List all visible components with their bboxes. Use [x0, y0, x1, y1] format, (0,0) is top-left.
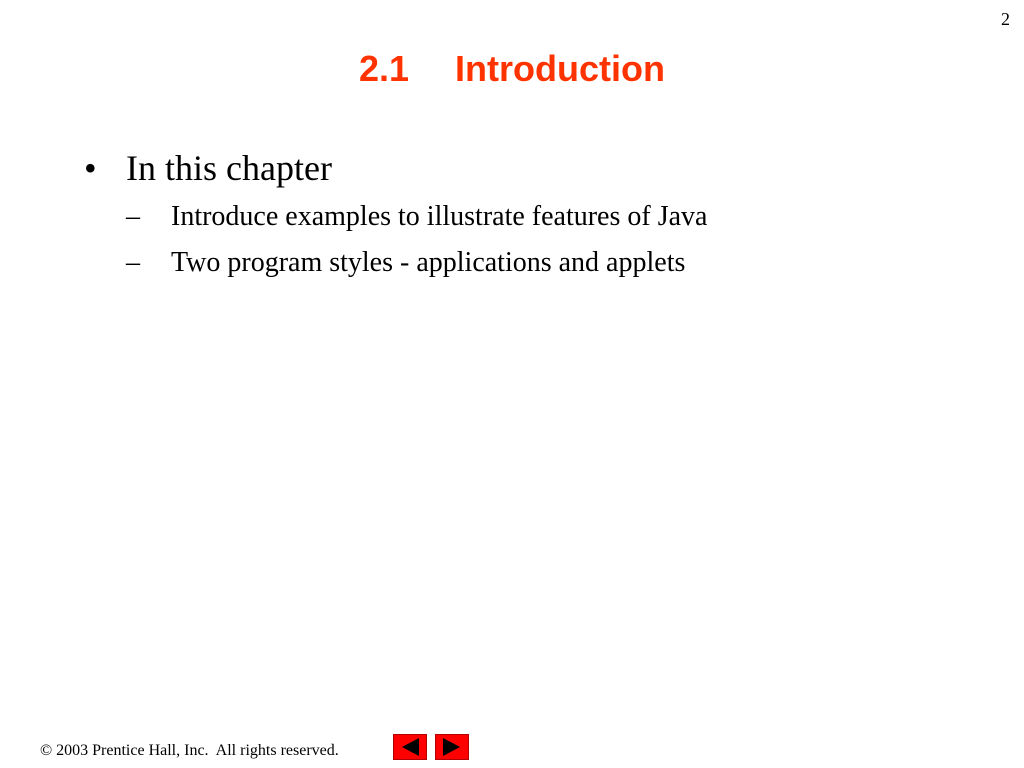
previous-slide-button[interactable]	[393, 734, 427, 760]
bullet-item	[84, 146, 707, 286]
title-number: 2.1	[359, 48, 410, 89]
slide-title	[0, 46, 1024, 92]
sub-bullet-item	[126, 240, 707, 286]
dash-icon: –	[126, 201, 140, 232]
arrow-right-icon	[436, 735, 468, 759]
arrow-left-icon	[394, 735, 426, 759]
sub-bullet-text: Two program styles - applications and applets	[171, 247, 686, 278]
bullet-icon: •	[84, 148, 97, 188]
slide-navigation	[393, 734, 469, 760]
bullet-text: In this chapter	[126, 148, 332, 188]
copyright-notice: © 2003 Prentice Hall, Inc. All rights reserved.	[40, 742, 339, 759]
bullet-list	[84, 146, 707, 286]
sub-bullet-item	[126, 194, 707, 240]
sub-bullet-list	[126, 194, 707, 286]
sub-bullet-text: Introduce examples to illustrate features of Java	[171, 201, 708, 232]
dash-icon: –	[126, 247, 140, 278]
next-slide-button[interactable]	[435, 734, 469, 760]
title-text: Introduction	[455, 48, 665, 89]
page-number: 2	[1001, 9, 1010, 29]
